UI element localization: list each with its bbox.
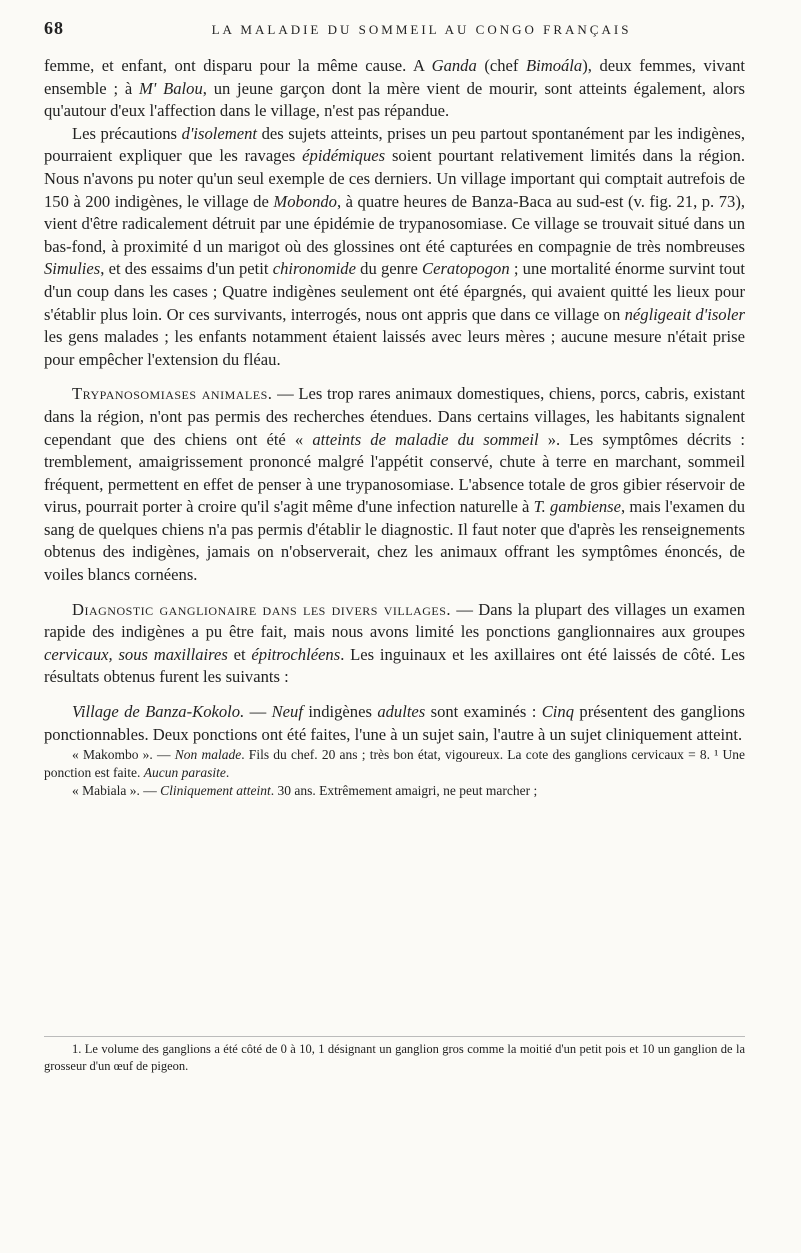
italic-run: Ceratopogon xyxy=(422,259,510,279)
text-run: des sujets atteints, prises un peu partout spontanément par les indigènes, pourraient expliquer que les ravages xyxy=(44,123,745,166)
text-run: « Mabiala ». — xyxy=(72,783,161,799)
paragraph-2 xyxy=(44,123,745,372)
italic-run: négligeait d'isoler xyxy=(624,304,746,324)
text-run: — Les trop rares animaux domestiques, chiens, porcs, cabris, existant dans la région, n'ont pas permis des recherches étendues. Dans certains villages, les habitants signalent cependant que des chiens ont été « xyxy=(44,384,745,449)
text-run: — xyxy=(244,702,272,722)
running-head: LA MALADIE DU SOMMEIL AU CONGO FRANÇAIS xyxy=(211,22,632,37)
italic-run: Non malade xyxy=(174,747,242,763)
italic-run: Cinq xyxy=(541,702,575,722)
text-run: ), deux femmes, vivant ensemble ; à xyxy=(44,56,745,98)
case-note-1 xyxy=(44,746,745,782)
page-header xyxy=(44,18,741,44)
italic-run: épitrochléens xyxy=(251,644,341,664)
text-run: femme, et enfant, ont disparu pour la même cause. A xyxy=(44,56,432,75)
paragraph-5 xyxy=(44,701,745,746)
section-heading: Trypanosomiases animales. xyxy=(72,384,273,404)
text-run: Les précautions xyxy=(72,123,182,143)
text-run: . Fils du chef. 20 ans ; très bon état, vigoureux. La cote des ganglions cervicaux = 8. ¹ Une ponction est faite. xyxy=(44,747,745,781)
text-run: « Makombo ». — xyxy=(72,747,175,763)
italic-run: Bimoála xyxy=(525,56,583,75)
italic-run: atteints de maladie du sommeil xyxy=(312,429,539,449)
italic-run: Village de Banza-Kokolo. xyxy=(72,702,245,722)
text-run: . xyxy=(225,765,230,781)
footnote: 1. Le volume des ganglions a été côté de 0 à 10, 1 désignant un ganglion gros comme la moitié d'un petit pois et 10 un ganglion de la grosseur d'un œuf de pigeon. xyxy=(44,1042,745,1073)
italic-run: chironomide xyxy=(272,259,356,279)
text-run: — Dans la plupart des villages un examen rapide des indigènes a pu être fait, mais nous avons limité les ponctions ganglionnaires aux groupes xyxy=(44,599,745,642)
paragraph-4 xyxy=(44,599,745,689)
text-run: , à quatre heures de Banza-Baca au sud-est (v. fig. 21, p. 73), vient d'être radicalement détruit par une épidémie de trypanosomiase. Ce village se trouvait situé dans un bas-fond, à proximité d un marigot où des glossines ont été capturées en compagnie de très nombreuses xyxy=(44,191,745,256)
italic-run: d'isolement xyxy=(181,123,258,143)
text-run: ». Les symptômes décrits : tremblement, amaigrissement prononcé malgré l'appétit conservé, chute à terre en marchant, sommeil fréquent, permettent en effet de penser à une trypanosomiase. L'absence totale de gros gibier réservoir de virus, pourrait porter à croire qu'il s'agit même d'une infection naturelle à xyxy=(44,429,745,517)
italic-run: Simulies xyxy=(44,259,101,279)
text-run: . Les inguinaux et les axillaires ont été laissés de côté. Les résultats obtenus furent les suivants : xyxy=(44,644,746,687)
text-run: . 30 ans. Extrêmement amaigri, ne peut marcher ; xyxy=(270,783,538,799)
text-run: ; une mortalité énorme survint tout d'un coup dans les cases ; Quatre indigènes seulement ont été épargnés, qui avaient quitté les lieux pour s'établir plus loin. Or ces survivants, interrogés, nous ont appris que dans ce village on xyxy=(44,259,745,324)
text-run: indigènes xyxy=(302,702,378,722)
text-run: (chef xyxy=(476,56,526,75)
italic-run: M' Balou xyxy=(138,78,203,98)
italic-run: Aucun parasite xyxy=(143,765,226,781)
section-heading: Diagnostic ganglionaire dans les divers villages. xyxy=(72,599,452,619)
text-run: soient pourtant relativement limités dans la région. Nous n'avons pu noter qu'un seul exemple de ces derniers. Un village important qui comptait autrefois de 150 à 200 indigènes, le village de xyxy=(44,146,745,211)
italic-run: épidémiques xyxy=(302,146,386,166)
italic-run: cervicaux, sous maxillaires xyxy=(44,644,228,664)
text-run: , et des essaims d'un petit xyxy=(100,259,273,279)
italic-run: Cliniquement atteint xyxy=(160,783,271,799)
case-note-2 xyxy=(44,782,745,800)
text-run: les gens malades ; les enfants notamment étaient laissés avec leurs mères ; aucune mesure n'était prise pour empêcher l'extension du fléau. xyxy=(44,327,745,369)
footnote-divider xyxy=(44,1036,745,1037)
text-run: du genre xyxy=(355,259,423,279)
italic-run: Neuf xyxy=(271,702,303,722)
page-number: 68 xyxy=(44,18,64,38)
italic-run: Ganda xyxy=(431,56,477,75)
italic-run: adultes xyxy=(377,702,426,722)
text-run: , mais l'examen du sang de quelques chiens n'a pas permis d'établir le diagnostic. Il faut noter que d'après les renseignements obtenus des indigènes, jamais on n'observerait, chez les animaux offrant les symptômes énoncés, de voiles blancs cornéens. xyxy=(44,497,745,585)
text-run: , un jeune garçon dont la mère vient de mourir, sont atteints également, alors qu'autour d'eux l'affection dans le village, n'est pas répandue. xyxy=(44,78,745,121)
text-run: et xyxy=(227,644,252,664)
paragraph-1 xyxy=(44,55,745,123)
italic-run: T. gambiense xyxy=(533,497,622,517)
body-text xyxy=(44,55,745,800)
text-run: présentent des ganglions ponctionnables. Deux ponctions ont été faites, l'une à un sujet sain, l'autre à un sujet cliniquement atteint. xyxy=(44,702,746,744)
italic-run: Mobondo xyxy=(273,191,337,211)
text-run: sont examinés : xyxy=(425,702,542,722)
paragraph-3 xyxy=(44,383,745,586)
